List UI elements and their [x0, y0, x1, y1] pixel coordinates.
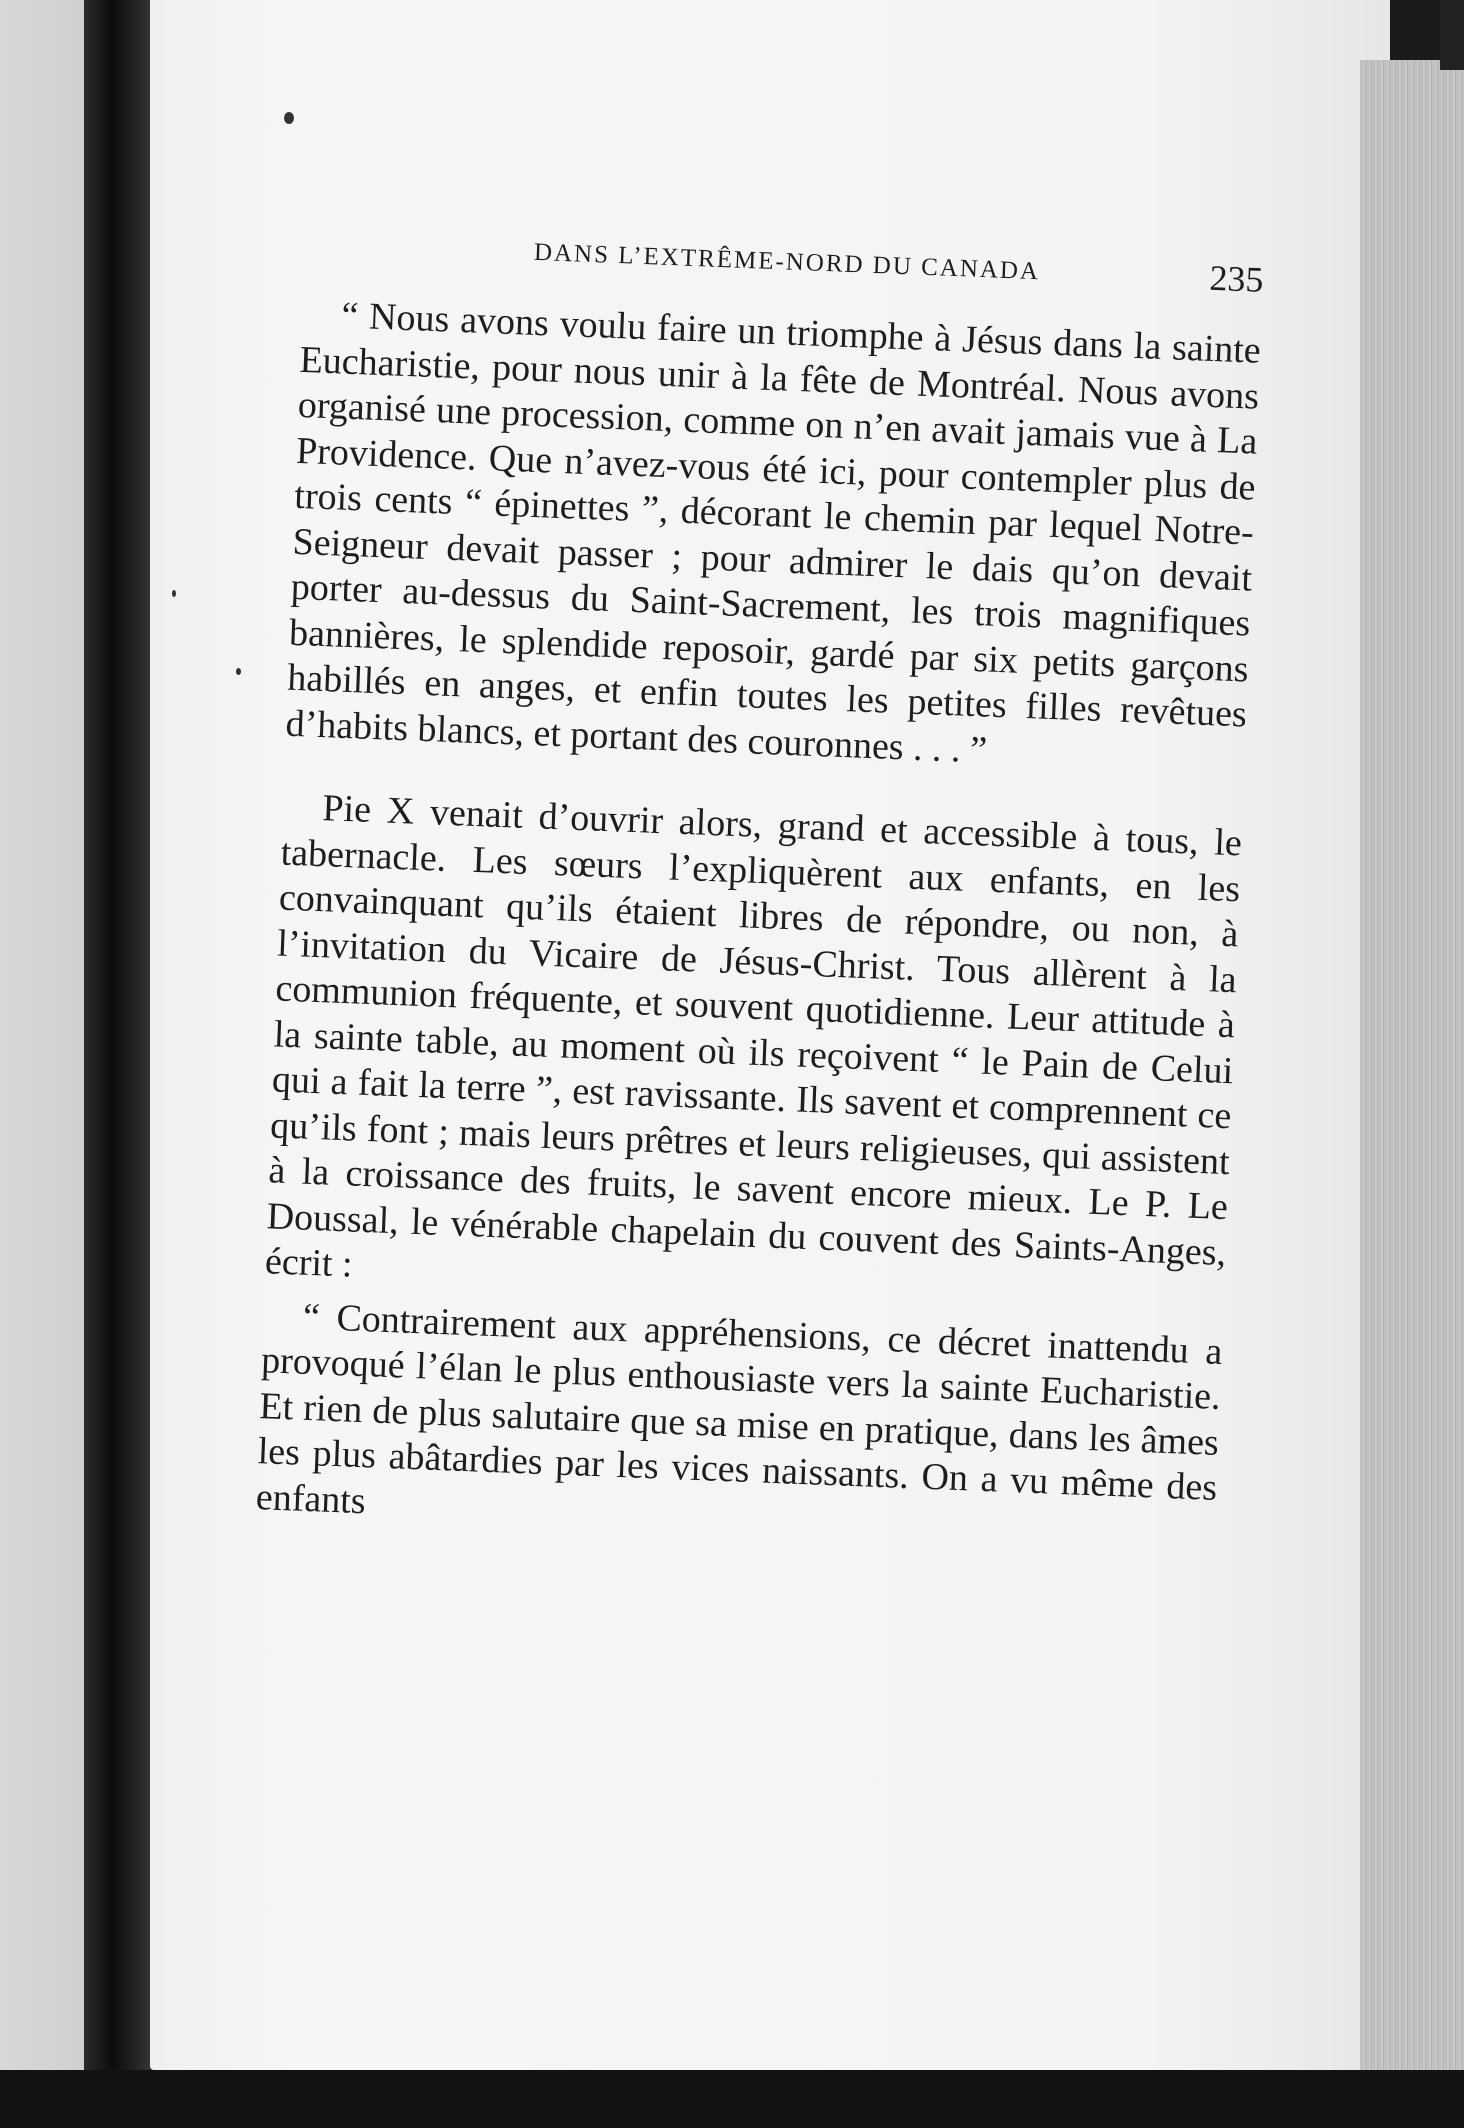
text-block — [255, 222, 1264, 1557]
bottom-shadow — [0, 2070, 1464, 2128]
paragraph-communion: Pie X venait d’ouvrir alors, grand et accessible à tous, le tabernacle. Les sœurs l’expliquèrent aux enfants, en les convainquant qu’ils étaient libres de répondre, ou non, à l’invitation du Vicaire de Jésus-Christ. Tous allèrent à la communion fréquente, et souvent quotidienne. Leur attitude à la sainte table, au moment où ils reçoivent “ le Pain de Celui qui a fait la terre ”, est ravissante. Ils savent et comprennent ce qu’ils font ; mais leurs prêtres et leurs religieuses, qui assistent à la croissance des fruits, le savent encore mieux. Le P. Le Doussal, le vénérable chapelain du couvent des Saints-Anges, écrit : — [264, 787, 1243, 1286]
paper-speck — [284, 112, 294, 124]
running-title: DANS L’EXTRÊME-NORD DU CANADA — [533, 238, 1041, 286]
page-stack-edge — [1360, 60, 1464, 2070]
paper-speck — [172, 590, 176, 597]
paper-speck — [236, 668, 241, 675]
page-number: 235 — [1208, 257, 1265, 300]
paragraph-decree-quote: “ Contrairement aux appréhensions, ce décret inattendu a provoqué l’élan le plus enthousiaste vers la sainte Eucharistie. Et rien de plus salutaire que sa mise en pratique, dans les âmes les plus abâtardies par les vices naissants. On a vu même des enfants — [255, 1295, 1224, 1522]
corner-shadow — [1440, 0, 1464, 70]
paragraph-procession-quote: “ Nous avons voulu faire un triomphe à Jésus dans la sainte Eucharistie, pour nous unir à la fête de Montréal. Nous avons organisé une procession, comme on n’en avait jamais vue à La Providence. Que n’avez-vous été ici, pour contempler plus de trois cents “ épinettes ”, décorant le chemin par lequel Notre-Seigneur devait passer ; pour admirer le dais qu’on devait porter au-dessus du Saint-Sacrement, les trois magnifiques bannières, le splendide reposoir, gardé par six petits garçons habillés en anges, et enfin toutes les petites filles revêtues d’habits blancs, et portant des couronnes . . . ” — [284, 294, 1262, 772]
book-gutter — [84, 0, 156, 2128]
